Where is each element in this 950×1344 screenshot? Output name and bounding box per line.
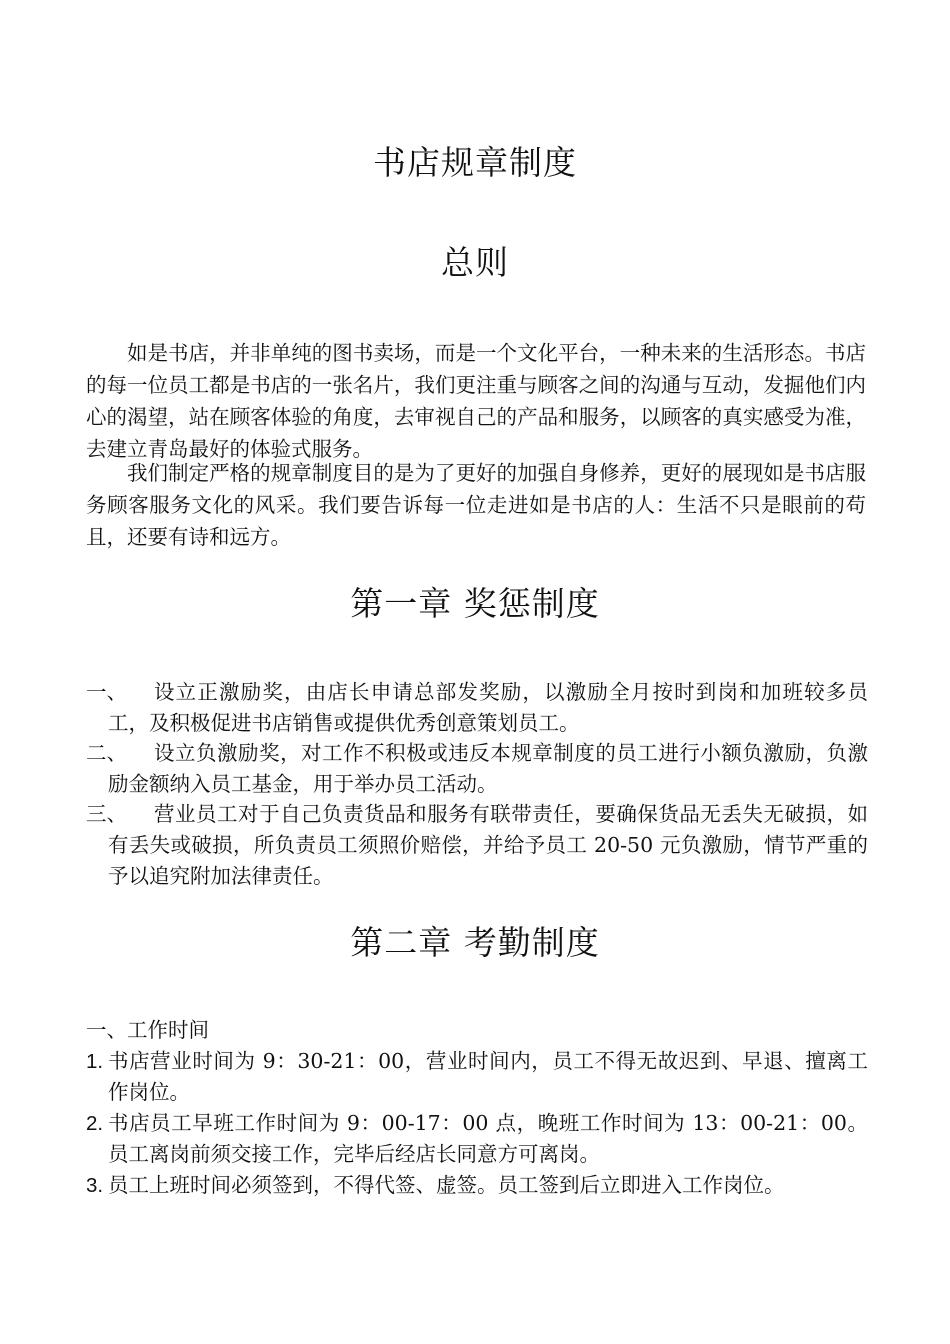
item-number: 二、	[86, 741, 127, 765]
item-number: 2.	[86, 1112, 104, 1135]
item-number: 三、	[86, 802, 127, 826]
chapter1-item-1	[86, 677, 868, 739]
item-text: 书店员工早班工作时间为 9：00-17：00 点，晚班工作时间为 13：00-21：00。员工离岗前须交接工作，完毕后经店长同意方可离岗。	[108, 1111, 868, 1166]
item-text: 员工上班时间必须签到，不得代签、虚签。员工签到后立即进入工作岗位。	[108, 1173, 785, 1197]
item-text: 书店营业时间为 9：30-21：00，营业时间内，员工不得无故迟到、早退、擅离工作岗位。	[108, 1049, 868, 1104]
general-paragraph-1: 如是书店，并非单纯的图书卖场，而是一个文化平台，一种未来的生活形态。书店的每一位员工都是书店的一张名片，我们更注重与顾客之间的沟通与互动，发掘他们内心的渴望，站在顾客体验的角度，去审视自己的产品和服务，以顾客的真实感受为准，去建立青岛最好的体验式服务。	[86, 341, 866, 461]
chapter2-item-1	[86, 1046, 868, 1108]
chapter2-heading: 第二章 考勤制度	[350, 923, 600, 962]
item-number: 3.	[86, 1174, 104, 1197]
item-text: 设立正激励奖，由店长申请总部发奖励，以激励全月按时到岗和加班较多员工，及积极促进书店销售或提供优秀创意策划员工。	[108, 680, 868, 735]
document-title: 书店规章制度	[373, 143, 577, 182]
item-number: 一、	[86, 680, 127, 704]
chapter2-subheading: 一、工作时间	[86, 1018, 209, 1042]
item-text: 营业员工对于自己负责货品和服务有联带责任，要确保货品无丢失无破损，如有丢失或破损，所负责员工须照价赔偿，并给予员工 20-50 元负激励，情节严重的予以追究附加法律责任。	[108, 802, 868, 888]
chapter1-heading: 第一章 奖惩制度	[350, 584, 600, 623]
general-paragraph-2: 我们制定严格的规章制度目的是为了更好的加强自身修养，更好的展现如是书店服务顾客服务文化的风采。我们要告诉每一位走进如是书店的人：生活不只是眼前的苟且，还要有诗和远方。	[86, 461, 866, 549]
item-text: 设立负激励奖，对工作不积极或违反本规章制度的员工进行小额负激励，负激励金额纳入员工基金，用于举办员工活动。	[108, 741, 868, 796]
general-heading: 总则	[441, 243, 509, 282]
chapter1-item-2	[86, 738, 868, 800]
item-number: 1.	[86, 1050, 104, 1073]
chapter2-item-2	[86, 1108, 868, 1170]
chapter2-item-3	[86, 1170, 868, 1201]
chapter1-item-3	[86, 799, 868, 892]
